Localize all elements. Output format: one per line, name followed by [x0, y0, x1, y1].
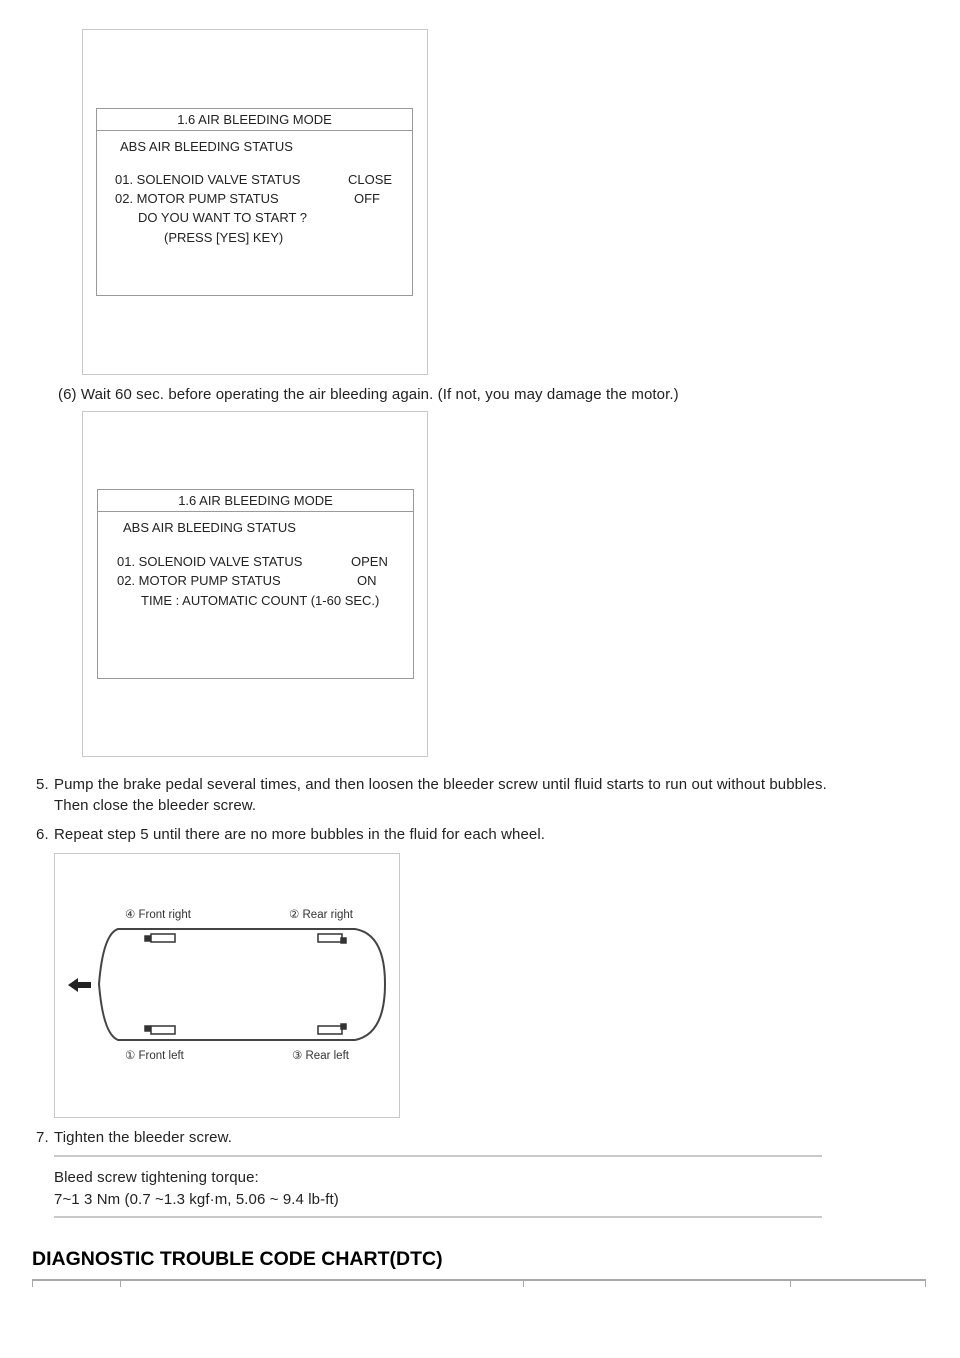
wheel-front-left-icon [145, 1026, 175, 1034]
sub-step-6: (6) Wait 60 sec. before operating the air bleeding again. (If not, you may damage the motor.) [58, 386, 679, 403]
label-front-left: ① Front left [125, 1050, 184, 1062]
press-yes-hint: (PRESS [YES] KEY) [164, 230, 284, 245]
torque-note-line1: Bleed screw tightening torque: [54, 1169, 259, 1186]
solenoid-label: 01. SOLENOID VALVE STATUS [115, 172, 301, 187]
note-rule-bottom [54, 1216, 822, 1218]
note-rule-top [54, 1155, 822, 1157]
label-rear-left: ③ Rear left [292, 1050, 349, 1062]
step-6-number: 6. [36, 826, 49, 843]
figure-scan-tool-screen-1 [82, 29, 428, 375]
torque-note-line2: 7~1 3 Nm (0.7 ~1.3 kgf·m, 5.06 ~ 9.4 lb-ft) [54, 1191, 339, 1208]
wheel-rear-left-icon [318, 1024, 346, 1034]
scan-tool-display [97, 489, 414, 679]
motor-pump-label: 02. MOTOR PUMP STATUS [117, 573, 281, 588]
start-prompt: DO YOU WANT TO START ? [138, 210, 308, 225]
screen-title: 1.6 AIR BLEEDING MODE [97, 109, 412, 131]
dtc-table-top-border [32, 1279, 926, 1281]
wheel-front-right-icon [145, 934, 175, 942]
step-5-text: Pump the brake pedal several times, and then loosen the bleeder screw until fluid starts to run out without bubbles. [54, 776, 827, 793]
section-heading: DIAGNOSTIC TROUBLE CODE CHART(DTC) [32, 1248, 443, 1270]
label-rear-right: ② Rear right [289, 909, 353, 921]
step-5-text-cont: Then close the bleeder screw. [54, 797, 257, 814]
solenoid-value: CLOSE [348, 172, 393, 187]
step-7-text: Tighten the bleeder screw. [54, 1129, 232, 1146]
figure-scan-tool-screen-2 [82, 411, 428, 757]
step-5-number: 5. [36, 776, 49, 793]
car-outline-diagram [55, 854, 399, 1117]
table-column-divider [790, 1279, 791, 1287]
status-heading: ABS AIR BLEEDING STATUS [120, 139, 293, 154]
solenoid-value: OPEN [351, 554, 388, 569]
solenoid-label: 01. SOLENOID VALVE STATUS [117, 554, 303, 569]
wheel-rear-right-icon [318, 934, 346, 943]
figure-wheel-bleed-order [54, 853, 400, 1118]
table-column-divider [32, 1279, 33, 1287]
table-column-divider [120, 1279, 121, 1287]
motor-pump-value: OFF [354, 191, 380, 206]
motor-pump-label: 02. MOTOR PUMP STATUS [115, 191, 279, 206]
timer-text: TIME : AUTOMATIC COUNT (1-60 SEC.) [141, 593, 380, 608]
table-column-divider [523, 1279, 524, 1287]
forward-arrow-icon [68, 978, 91, 992]
step-7-number: 7. [36, 1129, 49, 1146]
scan-tool-display [96, 108, 413, 296]
step-6-text: Repeat step 5 until there are no more bubbles in the fluid for each wheel. [54, 826, 546, 843]
label-front-right: ④ Front right [125, 909, 191, 921]
status-heading: ABS AIR BLEEDING STATUS [123, 520, 296, 535]
screen-title: 1.6 AIR BLEEDING MODE [98, 490, 413, 512]
table-column-divider [925, 1279, 926, 1287]
motor-pump-value: ON [357, 573, 377, 588]
